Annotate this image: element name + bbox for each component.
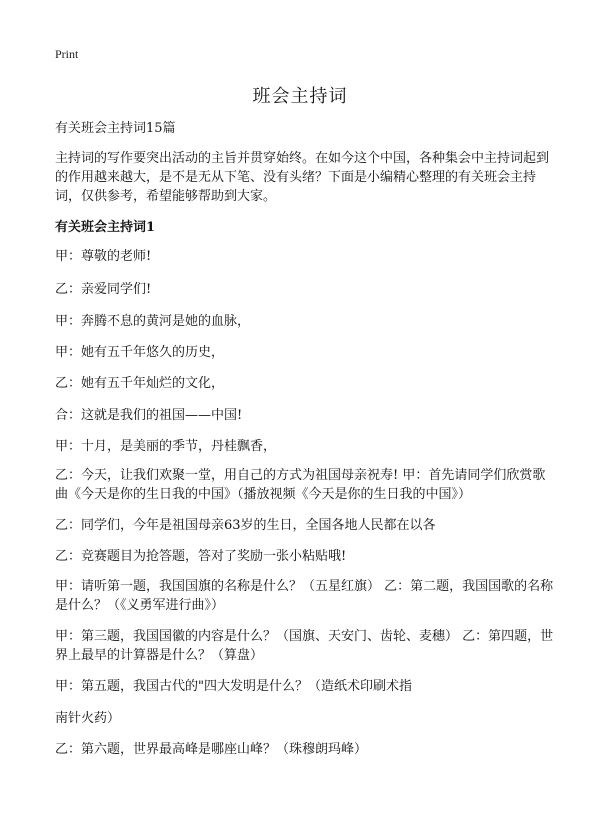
dialogue-line: 合：这就是我们的祖国——中国! [55,408,243,423]
page-title: 班会主持词 [252,86,348,107]
dialogue-line: 甲：第五题，我国古代的"四大发明是什么？（造纸术印刷术指 [55,679,412,694]
dialogue-line: 乙：她有五千年灿烂的文化， [55,376,225,391]
section-heading: 有关班会主持词1 [55,220,156,235]
dialogue-line: 甲：请听第一题，我国国旗的名称是什么？（五星红旗） 乙：第二题，我国国歌的名称是什么？（《义勇军进行曲》） [55,579,554,613]
dialogue-line: 乙：竞赛题目为抢答题，答对了奖励一张小粘贴哦! [55,549,347,564]
dialogue-line: 乙：今天，让我们欢聚一堂，用自己的方式为祖国母亲祝寿! 甲：首先请同学们欣赏歌曲《今天是你的生日我的中国》（播放视频《今天是你的生日我的中国》） [55,468,546,502]
dialogue-line: 甲：尊敬的老师! [55,249,152,264]
print-link[interactable]: Print [55,47,79,61]
dialogue-line: 甲：十月，是美丽的季节，丹桂飘香， [55,439,277,454]
dialogue-line: 甲：她有五千年悠久的历史， [55,345,225,360]
dialogue-line: 甲：第三题，我国国徽的内容是什么？（国旗、天安门、齿轮、麦穗） 乙：第四题，世界上最早的计算器是什么？（算盘） [55,629,554,663]
dialogue-line: 甲：奔腾不息的黄河是她的血脉， [55,314,251,329]
dialogue-line: 乙：亲爱同学们! [55,282,152,297]
dialogue-line: 南针火药） [55,711,121,726]
subtitle: 有关班会主持词15篇 [55,121,176,136]
dialogue-line: 乙：同学们，今年是祖国母亲63岁的生日，全国各地人民都在以各 [55,518,436,533]
dialogue-line: 乙：第六题，世界最高峰是哪座山峰？（珠穆朗玛峰） [55,742,368,757]
intro-paragraph: 主持词的写作要突出活动的主旨并贯穿始终。在如今这个中国，各种集会中主持词起到的作用越来越大，是不是无从下笔、没有头绪？下面是小编精心整理的有关班会主持词，仅供参考，希望能够帮助到大家。 [55,151,550,204]
